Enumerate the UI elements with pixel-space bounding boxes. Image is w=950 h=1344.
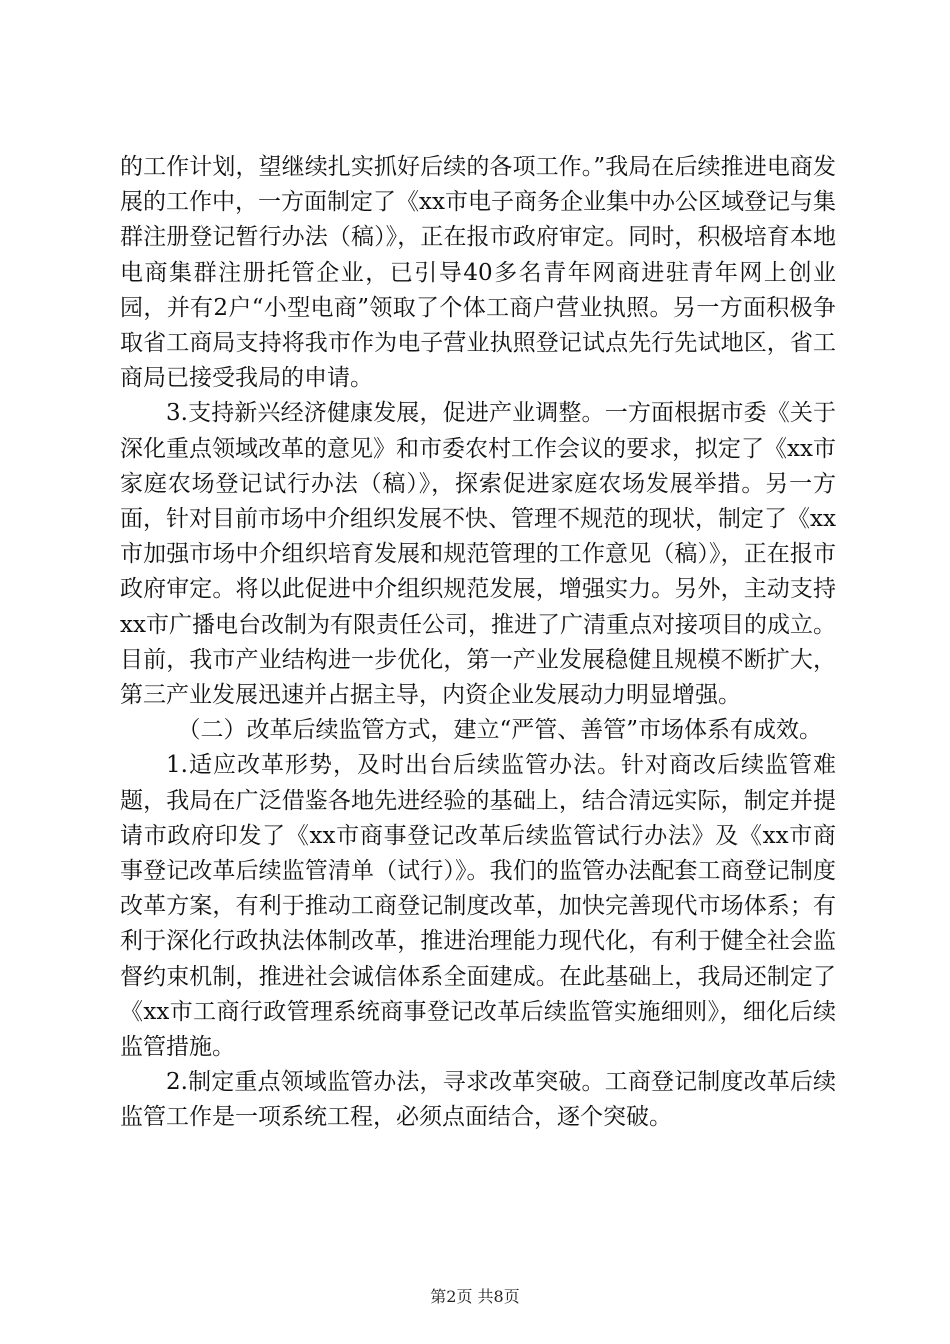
paragraph-continuation: 的工作计划，望继续扎实抓好后续的各项工作。”我局在后续推进电商发展的工作中，一方面制定了《xx市电子商务企业集中办公区域登记与集群注册登记暂行办法（稿）》，正在报市政府审定。同时，积极培育本地电商集群注册托管企业，已引导40多名青年网商进驻青年网上创业园，并有2户“小型电商”领取了个体工商户营业执照。另一方面积极争取省工商局支持将我市作为电子营业执照登记试点先行先试地区，省工商局已接受我局的申请。	[120, 154, 836, 392]
section-heading-2: （二）改革后续监管方式，建立“严管、善管”市场体系有成效。	[177, 717, 823, 744]
paragraph-item-2: 2.制定重点领域监管办法，寻求改革突破。工商登记制度改革后续监管工作是一项系统工程，必须点面结合，逐个突破。	[120, 1069, 836, 1131]
paragraph-item-1: 1.适应改革形势，及时出台后续监管办法。针对商改后续监管难题，我局在广泛借鉴各地先进经验的基础上，结合清远实际，制定并提请市政府印发了《xx市商事登记改革后续监管试行办法》及《xx市商事登记改革后续监管清单（试行）》。我们的监管办法配套工商登记制度改革方案，有利于推动工商登记制度改革，加快完善现代市场体系；有利于深化行政执法体制改革，推进治理能力现代化，有利于健全社会监督约束机制，推进社会诚信体系全面建成。在此基础上，我局还制定了《xx市工商行政管理系统商事登记改革后续监管实施细则》，细化后续监管措施。	[120, 752, 836, 1061]
page-number-footer: 第2页 共8页	[430, 1287, 520, 1306]
document-body	[120, 150, 836, 1136]
paragraph-item-3: 3.支持新兴经济健康发展，促进产业调整。一方面根据市委《关于深化重点领域改革的意见》和市委农村工作会议的要求，拟定了《xx市家庭农场登记试行办法（稿）》，探索促进家庭农场发展举措。另一方面，针对目前市场中介组织发展不快、管理不规范的现状，制定了《xx市加强市场中介组织培育发展和规范管理的工作意见（稿）》，正在报市政府审定。将以此促进中介组织规范发展，增强实力。另外，主动支持xx市广播电台改制为有限责任公司，推进了广清重点对接项目的成立。目前，我市产业结构进一步优化，第一产业发展稳健且规模不断扩大，第三产业发展迅速并占据主导，内资企业发展动力明显增强。	[120, 400, 836, 709]
